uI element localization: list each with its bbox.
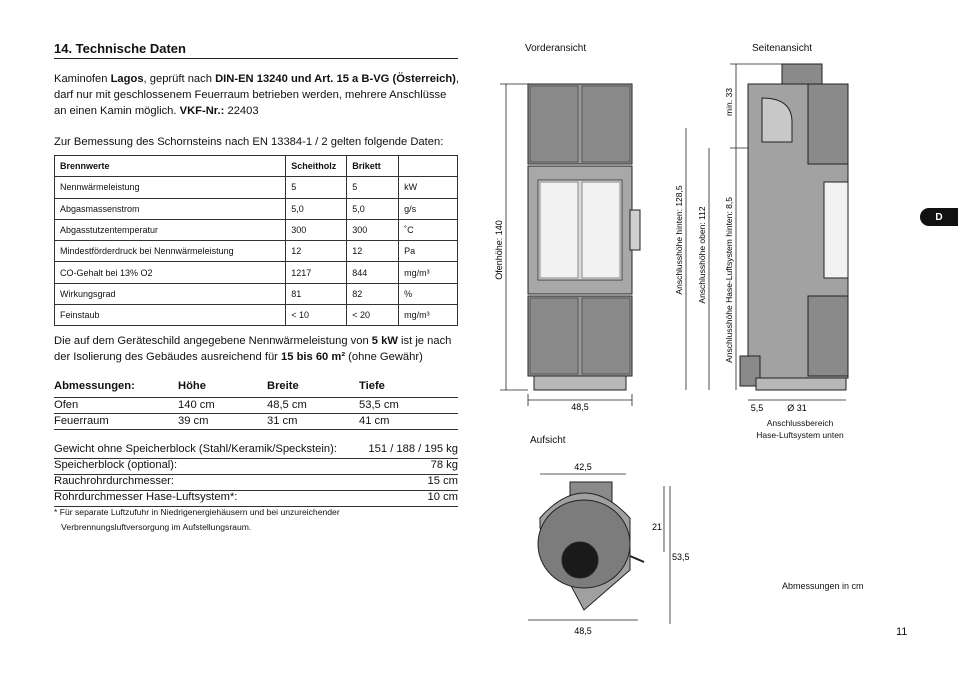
- table-cell: 5: [347, 177, 399, 198]
- side-top-tile: [808, 84, 848, 164]
- dim-cell: 53,5 cm: [359, 399, 399, 411]
- table-cell: g/s: [399, 198, 458, 219]
- spec-value: 78 kg: [430, 459, 458, 471]
- units-note: Abmessungen in cm: [782, 581, 864, 591]
- front-view-drawing: [488, 60, 648, 420]
- table-cell: %: [399, 283, 458, 304]
- dimensions-row: [54, 415, 458, 430]
- table-cell: < 10: [286, 305, 347, 326]
- top-height-label: Anschlusshöhe oben: 112: [697, 206, 707, 304]
- footnote-line: Verbrennungsluftversorgung im Aufstellungsraum.: [54, 522, 252, 532]
- front-width-label: 48,5: [571, 402, 589, 412]
- dim-header: Breite: [267, 380, 299, 392]
- dim-header: Höhe: [178, 380, 206, 392]
- table-row: [55, 241, 458, 262]
- intro-text-1: Kaminofen: [54, 73, 111, 85]
- front-bottom-tile-right: [582, 298, 630, 374]
- table-header-row: [55, 156, 458, 177]
- min-label: min. 33: [724, 88, 734, 116]
- language-badge: D: [920, 208, 958, 226]
- table-row: [55, 198, 458, 219]
- rule: [54, 413, 458, 414]
- front-bottom-tile-left: [530, 298, 578, 374]
- table-header-cell: Brikett: [347, 156, 399, 177]
- dim-cell: Feuerraum: [54, 415, 109, 427]
- heat-text-1: Die auf dem Geräteschild angegebene Nennwärmeleistung von: [54, 335, 372, 347]
- dim-cell: 48,5 cm: [267, 399, 307, 411]
- table-cell: Wirkungsgrad: [55, 283, 286, 304]
- table-cell: Feinstaub: [55, 305, 286, 326]
- spec-value: 15 cm: [427, 475, 458, 487]
- side-stove: [740, 64, 848, 390]
- front-view-title: Vorderansicht: [525, 43, 587, 54]
- heat-note: [54, 333, 460, 365]
- side-window: [824, 182, 848, 278]
- front-base: [534, 376, 626, 390]
- table-cell: mg/m³: [399, 262, 458, 283]
- table-cell: 300: [286, 219, 347, 240]
- table-cell: 5,0: [347, 198, 399, 219]
- dimensions-header: [54, 380, 458, 395]
- table-header-cell: [399, 156, 458, 177]
- spec-value: 151 / 188 / 195 kg: [368, 443, 458, 455]
- spec-label: Gewicht ohne Speicherblock (Stahl/Keramik/Speckstein):: [54, 443, 337, 455]
- top-stove: [538, 482, 644, 610]
- air-area-line: Hase-Luftsystem unten: [756, 430, 844, 440]
- table-cell: 12: [347, 241, 399, 262]
- table-cell: ˚C: [399, 219, 458, 240]
- technical-data-table: [54, 155, 458, 326]
- vkf-label: VKF-Nr.:: [179, 105, 225, 117]
- table-cell: 300: [347, 219, 399, 240]
- top-view-drawing: [520, 458, 690, 640]
- spec-storage: [54, 459, 458, 474]
- front-glass-right: [582, 182, 620, 278]
- table-cell: 5: [286, 177, 347, 198]
- side-base: [756, 378, 846, 390]
- model-name: Lagos: [110, 73, 144, 85]
- spec-air: [54, 491, 458, 506]
- spec-weight: [54, 443, 458, 458]
- air-height-label: Anschlusshöhe Hase-Luftsystem hinten: 8,5: [724, 197, 734, 363]
- table-cell: CO-Gehalt bei 13% O2: [55, 262, 286, 283]
- front-top-tile-left: [530, 86, 578, 162]
- intro-text-2: , geprüft nach: [143, 73, 216, 85]
- table-cell: mg/m³: [399, 305, 458, 326]
- top-depth-label: 53,5: [672, 552, 690, 562]
- table-cell: Abgasmassenstrom: [55, 198, 286, 219]
- dim-cell: Ofen: [54, 399, 79, 411]
- spec-label: Rohrdurchmesser Hase-Luftsystem*:: [54, 491, 238, 503]
- dim-header: Abmessungen:: [54, 380, 135, 392]
- table-cell: Nennwärmeleistung: [55, 177, 286, 198]
- spec-value: 10 cm: [427, 491, 458, 503]
- table-cell: 12: [286, 241, 347, 262]
- table-row: [55, 177, 458, 198]
- table-row: [55, 283, 458, 304]
- table-row: [55, 305, 458, 326]
- table-row: [55, 219, 458, 240]
- top-bottom-label: 48,5: [574, 626, 592, 636]
- front-glass-left: [540, 182, 578, 278]
- dim-cell: 31 cm: [267, 415, 298, 427]
- front-top-tile-right: [582, 86, 630, 162]
- side-bottom-tile: [808, 296, 848, 376]
- heat-area: 15 bis 60 m²: [281, 351, 346, 363]
- top-flue-opening: [562, 542, 598, 578]
- front-stove: [528, 84, 640, 390]
- table-cell: < 20: [347, 305, 399, 326]
- table-cell: 82: [347, 283, 399, 304]
- heat-text-2: ist je nach der Isolierung des Gebäudes ausreichend für: [54, 335, 452, 363]
- heat-kw: 5 kW: [371, 335, 398, 347]
- table-cell: 1217: [286, 262, 347, 283]
- footnote: [54, 505, 340, 535]
- top-21-label: 21: [652, 522, 663, 532]
- intro-paragraph: [54, 71, 460, 119]
- table-row: [55, 262, 458, 283]
- top-handle: [630, 556, 644, 562]
- table-cell: 844: [347, 262, 399, 283]
- table-cell: Mindestförderdruck bei Nennwärmeleistung: [55, 241, 286, 262]
- rule: [54, 397, 458, 398]
- page-number: 11: [896, 626, 908, 638]
- rule: [54, 429, 458, 430]
- oven-height-label: Ofenhöhe: 140: [494, 220, 504, 280]
- side-flue-pipe: [782, 64, 822, 86]
- top-width-label: 42,5: [574, 462, 592, 472]
- spec-flue: [54, 475, 458, 490]
- chimney-note: Zur Bemessung des Schornsteins nach EN 13384-1 / 2 gelten folgende Daten:: [54, 136, 444, 148]
- front-handle: [630, 210, 640, 250]
- rear-height-label: Anschlusshöhe hinten: 128,5: [674, 185, 684, 295]
- air-area-line: Anschlussbereich: [766, 418, 834, 428]
- side-offset-label: 5,5: [750, 403, 764, 413]
- spec-label: Speicherblock (optional):: [54, 459, 178, 471]
- spec-label: Rauchrohrdurchmesser:: [54, 475, 175, 487]
- section-heading: 14. Technische Daten: [54, 41, 186, 56]
- norm-name: DIN-EN 13240 und Art. 15 a B-VG (Österreich): [215, 73, 456, 85]
- side-view-drawing: [660, 60, 860, 420]
- dim-cell: 39 cm: [178, 415, 209, 427]
- dim-cell: 140 cm: [178, 399, 215, 411]
- table-cell: 5,0: [286, 198, 347, 219]
- table-header-cell: Scheitholz: [286, 156, 347, 177]
- footnote-line: * Für separate Luftzufuhr in Niedrigenergiehäusern und bei unzureichender: [54, 507, 340, 517]
- diameter-label: Ø 31: [787, 403, 807, 413]
- dim-header: Tiefe: [359, 380, 385, 392]
- table-cell: Abgasstutzentemperatur: [55, 219, 286, 240]
- table-cell: kW: [399, 177, 458, 198]
- dim-cell: 41 cm: [359, 415, 390, 427]
- table-header-cell: Brennwerte: [55, 156, 286, 177]
- air-area-note: [755, 417, 845, 441]
- table-cell: 81: [286, 283, 347, 304]
- dimensions-row: [54, 399, 458, 414]
- heat-text-3: (ohne Gewähr): [345, 351, 423, 363]
- vkf-value: 22403: [224, 105, 259, 117]
- intro-text-3: , darf nur mit geschlossenem Feuerraum betrieben werden, mehrere Anschlüsse an einen Kamin möglich.: [54, 73, 459, 117]
- heading-rule: [54, 58, 458, 59]
- top-view-title: Aufsicht: [530, 435, 566, 446]
- table-cell: Pa: [399, 241, 458, 262]
- side-view-title: Seitenansicht: [752, 43, 813, 54]
